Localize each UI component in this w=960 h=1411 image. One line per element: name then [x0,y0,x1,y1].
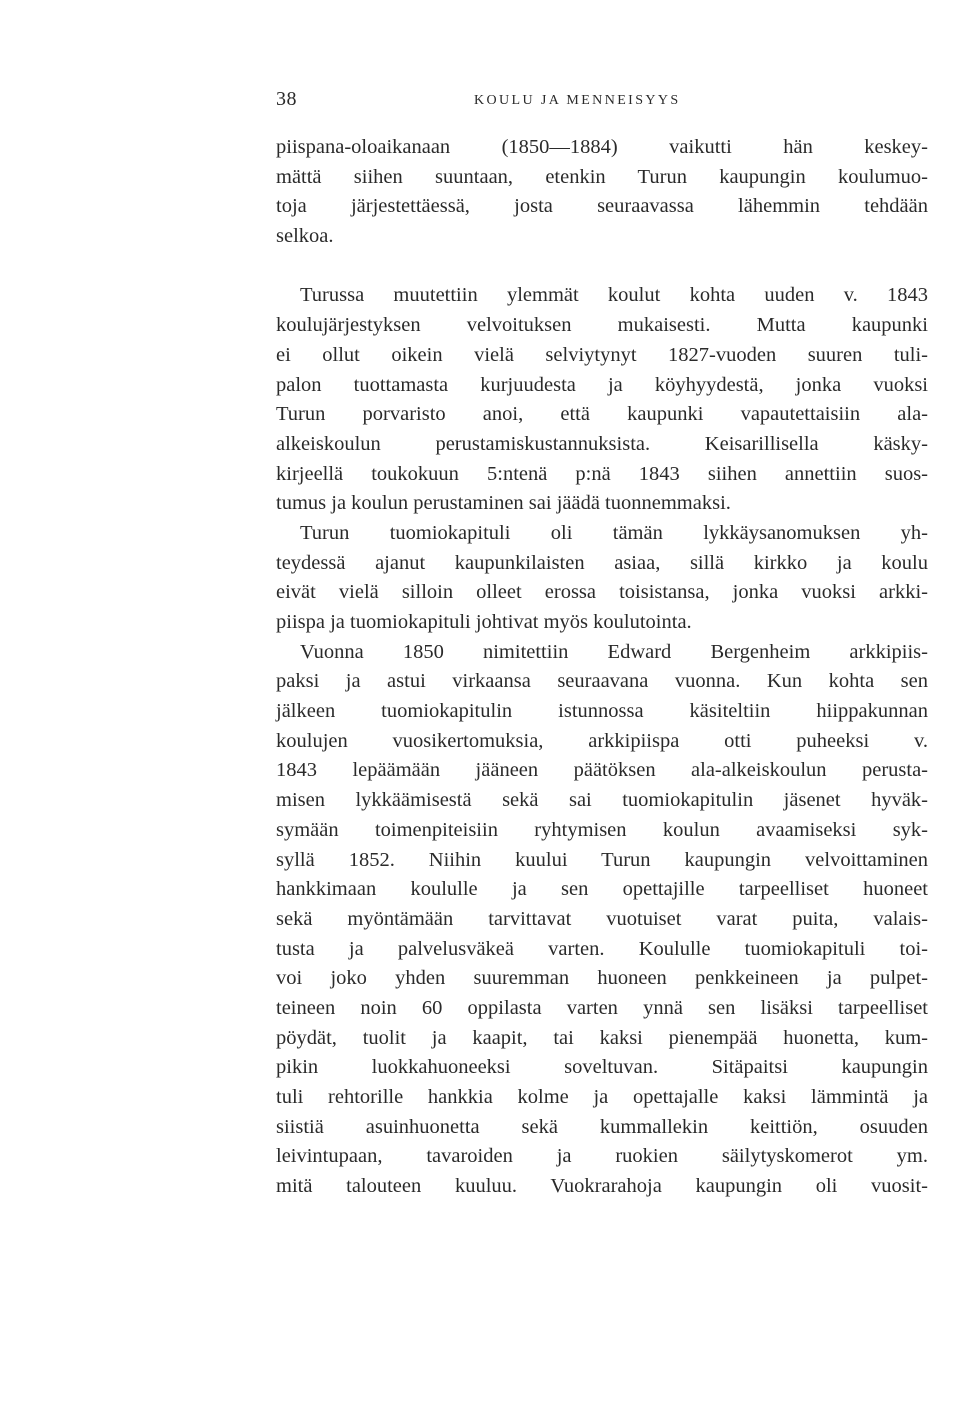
text-line: pikin luokkahuoneeksi soveltuvan. Sitäpaitsi kaupungin [276,1056,928,1079]
paragraph-gap [276,252,928,282]
text-line: Turun tuomiokapituli oli tämän lykkäysanomuksen yh- [300,521,928,544]
text-line: koulujärjestyksen velvoituksen mukaisesti. Mutta kaupunki [276,314,928,337]
text-line: teydessä ajanut kaupunkilaisten asiaa, sillä kirkko ja koulu [276,551,928,574]
text-line: pöydät, tuolit ja kaapit, tai kaksi pienempää huonetta, kum- [276,1026,928,1049]
text-line: piispana-oloaikanaan (1850—1884) vaikutti hän keskey- [276,136,928,158]
text-line: tumus ja koulun perustaminen sai jäädä tuonnemmaksi. [276,492,731,515]
text-line: leivintupaan, tavaroiden ja ruokien säilytyskomerot ym. [276,1145,928,1168]
text-line: eivät vielä silloin olleet erossa toisistansa, jonka vuoksi arkki- [276,581,928,604]
text-line: teineen noin 60 oppilasta varten ynnä sen lisäksi tarpeelliset [276,996,928,1019]
text-line: tusta ja palvelusväkeä varten. Koululle tuomiokapituli toi- [276,937,928,960]
text-line: 1843 lepäämään jääneen päätöksen ala-alkeiskoulun perusta- [276,759,928,782]
text-line: piispa ja tuomiokapituli johtivat myös koulutointa. [276,611,692,633]
text-line: tuli rehtorille hankkia kolme ja opettajalle kaksi lämmintä ja [276,1086,928,1108]
text-line: voi joko yhden suuremman huoneen penkkeineen ja pulpet- [276,967,928,990]
text-line: toja järjestettäessä, josta seuraavassa lähemmin tehdään [276,195,928,218]
text-line: hankkimaan koululle ja sen opettajille tarpeelliset huoneet [276,878,928,901]
text-line: siistiä asuinhuonetta sekä kummallekin keittiön, osuuden [276,1115,928,1138]
text-line: koulujen vuosikertomuksia, arkkipiispa otti puheeksi v. [276,729,928,752]
page-header [276,88,928,118]
body-text [276,133,928,1202]
text-line: Vuonna 1850 nimitettiin Edward Bergenheim arkkipiis- [300,640,928,663]
text-line: ei ollut oikein vielä selviytynyt 1827-vuoden suuren tuli- [276,343,928,366]
text-line: jälkeen tuomiokapitulin istunnossa käsiteltiin hiippakunnan [276,700,928,723]
text-line: syllä 1852. Niihin kuului Turun kaupungin velvoittaminen [276,848,928,871]
text-line: mättä siihen suuntaan, etenkin Turun kaupungin koulumuo- [276,165,928,188]
text-line: alkeiskoulun perustamiskustannuksista. Keisarillisella käsky- [276,432,928,455]
running-head: KOULU JA MENNEISYYS [474,93,681,108]
page-number: 38 [276,88,297,110]
text-line: kirjeellä toukokuun 5:ntenä p:nä 1843 siihen annettiin suos- [276,462,928,485]
text-line: palon tuottamasta kurjuudesta ja köyhyydestä, jonka vuoksi [276,373,928,396]
text-line: sekä myöntämään tarvittavat vuotuiset varat puita, valais- [276,907,928,930]
text-line: selkoa. [276,225,334,248]
text-line: symään toimenpiteisiin ryhtymisen koulun avaamiseksi syk- [276,818,928,841]
text-line: Turun porvaristo anoi, että kaupunki vapautettaisiin ala- [276,403,928,426]
text-line: misen lykkäämisestä sekä sai tuomiokapitulin jäsenet hyväk- [276,789,928,812]
text-line: mitä talouteen kuuluu. Vuokrarahoja kaupungin oli vuosit- [276,1175,928,1198]
text-line: paksi ja astui virkaansa seuraavana vuonna. Kun kohta sen [276,670,928,693]
text-line: Turussa muutettiin ylemmät koulut kohta uuden v. 1843 [300,284,928,307]
